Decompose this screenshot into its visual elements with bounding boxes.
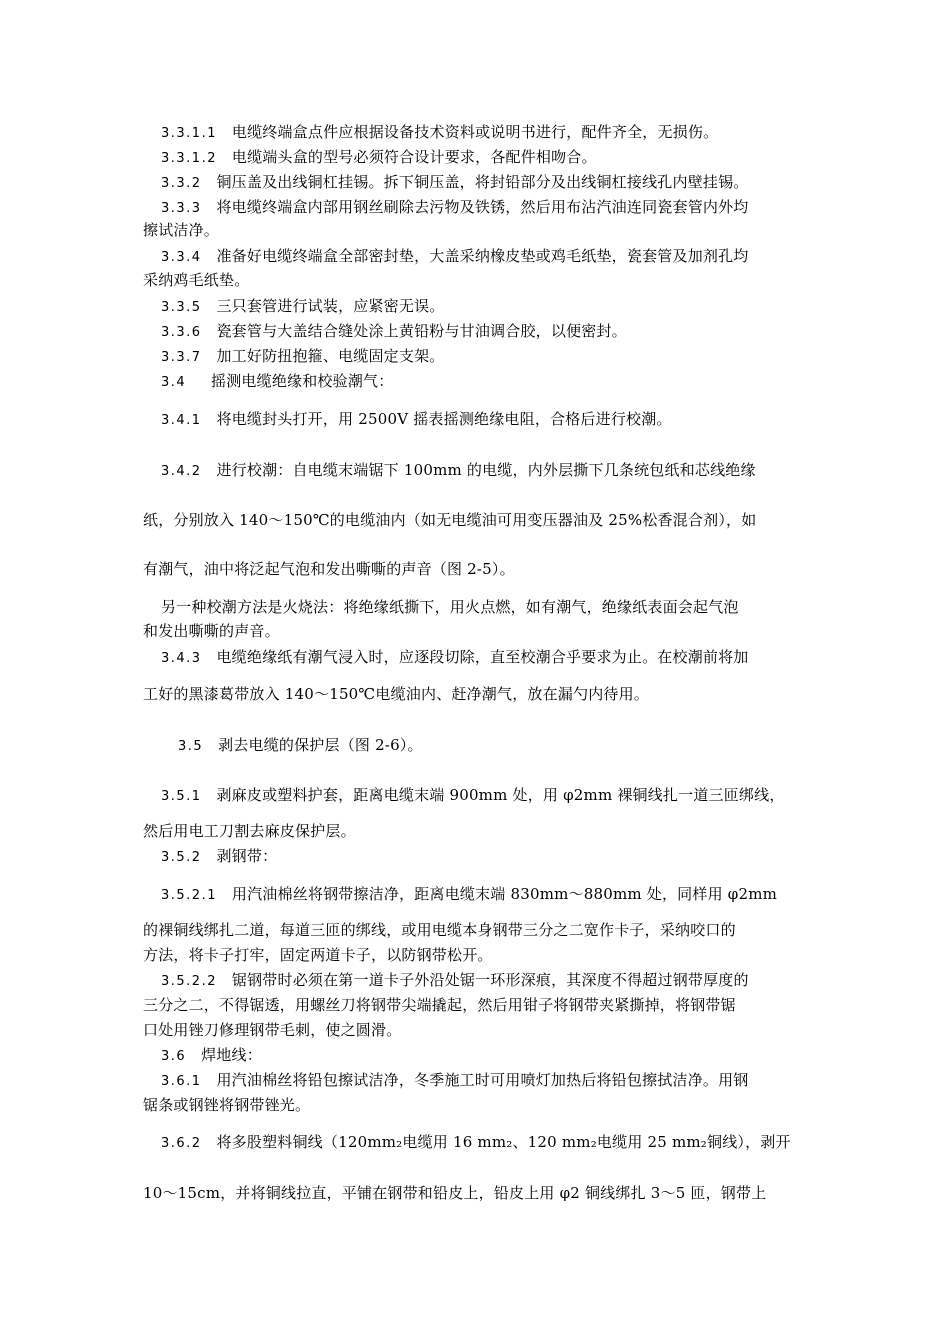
para-3-5-2-1-cont2: 方法，将卡子打牢，固定两道卡子，以防钢带松开。: [143, 946, 493, 964]
para-3-5-2-2-cont1: 三分之二，不得锯透，用螺丝刀将钢带尖端撬起，然后用钳子将钢带夹紧撕掉，将钢带锯: [143, 996, 736, 1014]
para-3-5-1-cont: 然后用电工刀割去麻皮保护层。: [143, 822, 356, 840]
para-3-3-1-1: 3.3.1.1 电缆终端盒点件应根据设备技术资料或说明书进行，配件齐全，无损伤。: [161, 123, 719, 141]
para-3-4-2: 3.4.2 进行校潮：自电缆末端锯下 100mm 的电缆，内外层撕下几条统包纸和芯线绝缘: [161, 461, 756, 479]
para-fire-method-cont: 和发出嘶嘶的声音。: [143, 622, 280, 640]
para-3-4-1: 3.4.1 将电缆封头打开，用 2500V 摇表摇测绝缘电阻，合格后进行校潮。: [161, 410, 672, 428]
para-3-3-5: 3.3.5 三只套管进行试装，应紧密无误。: [161, 297, 445, 315]
para-3-6-2-cont: 10～15cm，并将铜线拉直，平铺在钢带和铅皮上，铅皮上用 φ2 铜线绑扎 3～5 匝，钢带上: [143, 1184, 767, 1202]
para-3-6-1: 3.6.1 用汽油棉丝将铅包擦试洁净，冬季施工时可用喷灯加热后将铅包擦拭洁净。用钢: [161, 1071, 749, 1089]
para-3-4-3-cont: 工好的黑漆葛带放入 140～150℃电缆油内、赶净潮气，放在漏勺内待用。: [143, 685, 650, 703]
heading-3-4: 3.4 摇测电缆绝缘和校验潮气：: [161, 372, 394, 390]
para-fire-method: 另一种校潮方法是火烧法：将绝缘纸撕下，用火点燃，如有潮气，绝缘纸表面会起气泡: [161, 598, 739, 616]
heading-3-5: 3.5 剥去电缆的保护层（图 2-6）。: [178, 736, 423, 754]
para-3-4-2-cont2: 有潮气，油中将泛起气泡和发出嘶嘶的声音（图 2-5）。: [143, 560, 515, 578]
para-3-4-3: 3.4.3 电缆绝缘纸有潮气浸入时，应逐段切除，直至校潮合乎要求为止。在校潮前将加: [161, 648, 749, 666]
para-3-3-2: 3.3.2 铜压盖及出线铜杠挂锡。拆下铜压盖，将封铅部分及出线铜杠接线孔内壁挂锡。: [161, 173, 749, 191]
para-3-5-1: 3.5.1 剥麻皮或塑料护套，距离电缆末端 900mm 处，用 φ2mm 裸铜线扎一道三匝绑线，: [161, 786, 785, 804]
para-3-3-4-cont: 采纳鸡毛纸垫。: [143, 271, 250, 289]
para-3-4-2-cont1: 纸，分别放入 140～150℃的电缆油内（如无电缆油可用变压器油及 25%松香混合剂），如: [143, 511, 757, 529]
para-3-3-4: 3.3.4 准备好电缆终端盒全部密封垫，大盖采纳橡皮垫或鸡毛纸垫，瓷套管及加剂孔均: [161, 247, 749, 265]
para-3-6-2: 3.6.2 将多股塑料铜线（120mm₂电缆用 16 mm₂、120 mm₂电缆用 25 mm₂铜线），剥开: [161, 1133, 791, 1151]
para-3-5-2-1: 3.5.2.1 用汽油棉丝将钢带擦洁净，距离电缆末端 830mm～880mm 处，同样用 φ2mm: [161, 885, 778, 903]
para-3-6-1-cont: 锯条或钢锉将钢带锉光。: [143, 1096, 311, 1114]
para-3-3-7: 3.3.7 加工好防扭抱箍、电缆固定支架。: [161, 347, 445, 365]
para-3-5-2-1-cont1: 的裸铜线绑扎二道，每道三匝的绑线，或用电缆本身钢带三分之二宽作卡子，采纳咬口的: [143, 921, 736, 939]
heading-3-6: 3.6 焊地线：: [161, 1046, 262, 1064]
para-3-5-2-2-cont2: 口处用锉刀修理钢带毛刺，使之圆滑。: [143, 1021, 402, 1039]
para-3-3-6: 3.3.6 瓷套管与大盖结合缝处涂上黄铅粉与甘油调合胶，以便密封。: [161, 322, 627, 340]
para-3-3-1-2: 3.3.1.2 电缆端头盒的型号必须符合设计要求，各配件相吻合。: [161, 148, 597, 166]
para-3-3-3: 3.3.3 将电缆终端盒内部用钢丝刷除去污物及铁锈，然后用布沾汽油连同瓷套管内外均: [161, 198, 749, 216]
para-3-5-2-2: 3.5.2.2 锯钢带时必须在第一道卡子外沿处锯一环形深痕，其深度不得超过钢带厚度的: [161, 971, 749, 989]
para-3-3-3-cont: 擦试洁净。: [143, 221, 220, 239]
heading-3-5-2: 3.5.2 剥钢带：: [161, 847, 278, 865]
